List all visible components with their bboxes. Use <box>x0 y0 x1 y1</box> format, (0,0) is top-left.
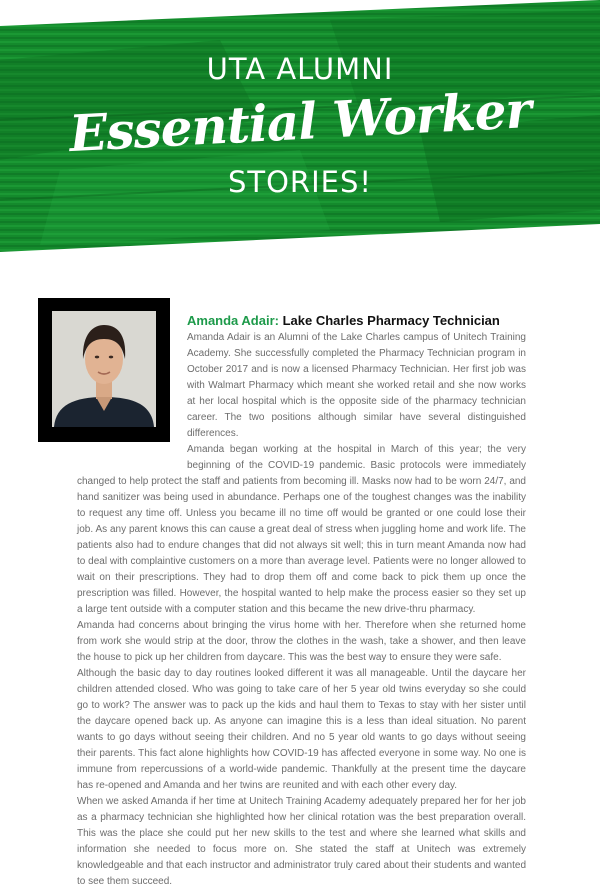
story-paragraph: Amanda Adair is an Alumni of the Lake Charles campus of Unitech Training Academy. She successfully completed the Pharmacy Technician program in October 2017 and is now a licensed Pharmacy Technician. Her first job was with Walmart Pharmacy which meant she worked retail and she now works at her local hospital which is the opposite side of the pharmacy technician career. The two positions although similar have several distinguished differences. <box>187 332 526 439</box>
story-paragraph: When we asked Amanda if her time at Unitech Training Academy adequately prepared her for her job as a pharmacy technician she highlighted how her clinical rotation was the best preparation overall. This was the place she could put her new skills to the test and where she learned what skills and information she needed to focus more on. She stated the staff at Unitech was extremely knowledgeable and that each instructor and administrator truly cared about their students and wanted to see them succeed. <box>77 796 526 887</box>
alumni-role: Lake Charles Pharmacy Technician <box>282 313 500 328</box>
header-banner <box>0 0 600 262</box>
story-paragraph: Although the basic day to day routines looked different it was all manageable. Until the daycare her children attended closed. Who was going to take care of her 5 year old twins everyday so she could go to work? The answer was to pack up the kids and haul them to Texas to stay with her sister until the daycare opened back up. As anyone can imagine this is a less than ideal situation. No parent wants to go days without seeing their children. And no 5 year old wants to go days without seeing their parents. This fact alone highlights how COVID-19 has affected everyone in some way. No one is immune from repercussions of a world-wide pandemic. Thankfully at the present time the daycare has re-opened and Amanda and her twins are reunited and with each other every day. <box>77 668 526 791</box>
alumni-name: Amanda Adair: <box>187 313 279 328</box>
banner-line-essential-worker: Essential Worker <box>67 79 533 164</box>
story-paragraph: Amanda had concerns about bringing the virus home with her. Therefore when she returned home from work she would strip at the door, throw the clothes in the wash, take a shower, and then leave the house to pick up her children from daycare. This was the best way to ensure they were safe. <box>77 620 526 663</box>
story-article <box>77 312 526 890</box>
banner-line-uta-alumni: UTA ALUMNI <box>206 52 394 86</box>
banner-line-stories: STORIES! <box>227 165 372 199</box>
story-headline <box>187 312 526 330</box>
story-paragraph: Amanda began working at the hospital in March of this year; the very beginning of the COVID-19 pandemic. Basic protocols were immediately changed to help protect the staff and patients from becoming ill. Masks now had to be worn 24/7, and hand sanitizer was being used in abundance. Perhaps one of the toughest changes was the inability to request any time off. Unless you became ill no time off would be granted or one could lose their job. As any parent knows this can cause a great deal of stress when juggling home and work life. The patients also had to endure changes that did not always sit well; this in turn meant Amanda now had to deal with complaintive customers on a more than average level. Patients were no longer allowed to wait on their prescriptions. They had to drop them off and come back to pick them up once the prescription was filled. However, the hospital wanted to help make the process easier so they set up a large tent outside with a computer station and this became the new drive-thru pharmacy. <box>77 444 526 615</box>
